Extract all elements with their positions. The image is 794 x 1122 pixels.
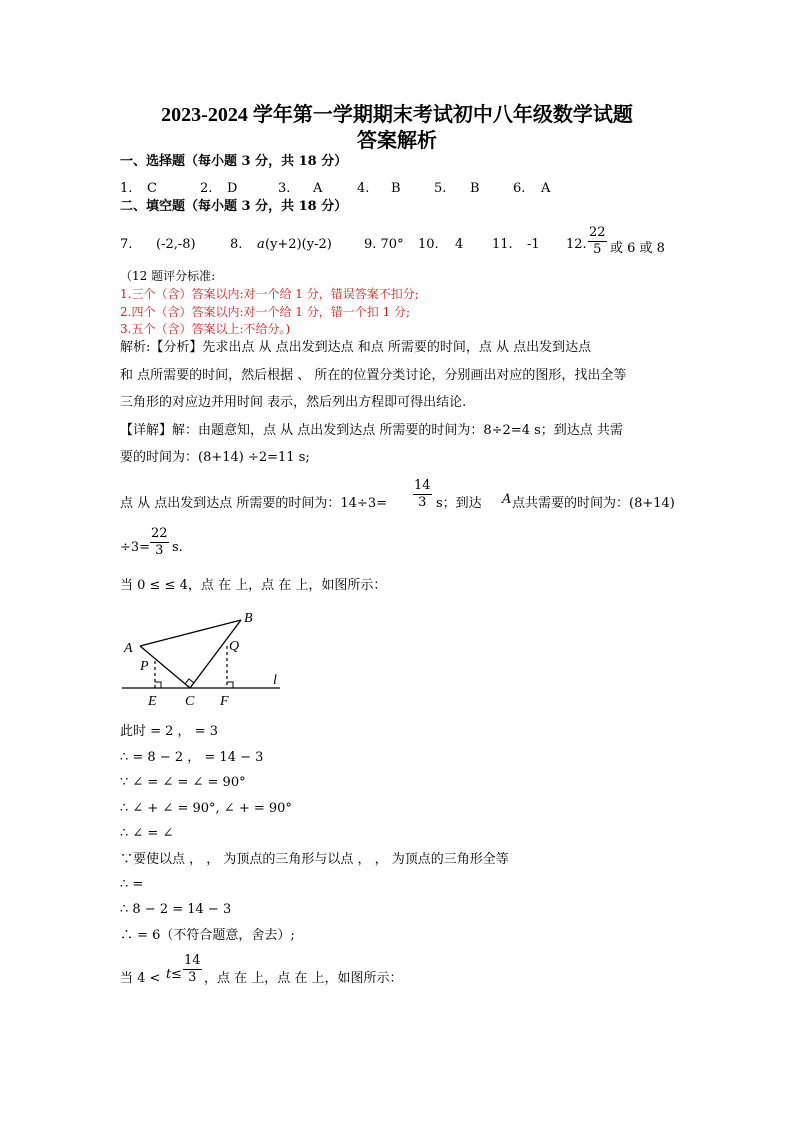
fraction-denominator: 3	[188, 970, 197, 985]
q-time-text: 点 从 点出发到达点 所需要的时间为：14÷3=	[120, 496, 387, 511]
choice-ans-6: A	[541, 181, 551, 196]
right-angle-f	[227, 682, 233, 688]
label-f: F	[220, 694, 229, 706]
solution-line-2: ∴ = 8 − 2 ， = 14 − 3	[120, 750, 264, 765]
right-angle-c	[185, 679, 194, 684]
fill-ans-12-tail: 或 6 或 8	[610, 241, 665, 256]
solution-line-9: ∴ = 6（不符合题意，舍去）;	[120, 928, 295, 943]
page-subtitle: 答案解析	[357, 130, 437, 152]
label-c: C	[185, 694, 195, 706]
choice-ans-4: B	[391, 181, 401, 196]
fraction-denominator: 3	[418, 495, 427, 510]
choice-num-2: 2.	[200, 181, 213, 196]
choice-num-1: 1.	[120, 181, 133, 196]
segment-bc	[190, 620, 241, 688]
section2-heading: 二、填空题（每小题 3 分，共 18 分）	[120, 199, 348, 214]
choice-ans-1: C	[147, 181, 157, 196]
solution-line-1: 此时 = 2 ， = 3	[120, 724, 218, 739]
total-time-text: ÷3=	[120, 540, 151, 555]
solution-line-7: ∴ =	[120, 877, 144, 892]
label-b: B	[244, 611, 253, 626]
q-time-tail-a: s；到达	[436, 496, 482, 511]
grading-rule-1: 1.三个（含）答案以内:对一个给 1 分，错误答案不扣分;	[120, 287, 419, 301]
choice-ans-2: D	[227, 181, 238, 196]
q-time-fraction	[413, 478, 432, 511]
fill-ans-8-a: a	[257, 237, 265, 252]
analysis-line-1: 解析:【分析】先求出点 从 点出发到达点 和点 所需要的时间，点 从 点出发到达点	[120, 340, 592, 355]
q-time-tail-b: A	[502, 492, 512, 507]
fraction-numerator: 14	[184, 953, 201, 968]
fill-num-8: 8.	[230, 237, 243, 252]
label-l: l	[273, 673, 277, 688]
section1-heading: 一、选择题（每小题 3 分，共 18 分）	[120, 154, 348, 169]
label-p: P	[140, 659, 149, 674]
case1-line: 当 0 ≤ ≤ 4，点 在 上，点 在 上，如图所示：	[120, 578, 387, 593]
solution-line-8: ∴ 8 − 2 = 14 − 3	[120, 902, 232, 917]
detail-line-1: 【详解】解：由题意知，点 从 点出发到达点 所需要的时间为：8÷2=4 s；到达点 共需	[120, 423, 623, 438]
label-e: E	[148, 694, 157, 706]
fill-ans-10: 4	[455, 237, 464, 252]
total-time-tail: s.	[172, 540, 183, 555]
fill-ans-7: (-2,-8)	[156, 237, 196, 252]
segment-ab	[140, 620, 241, 646]
case2-pre: 当 4 <	[120, 971, 161, 986]
case2-var: t	[166, 967, 172, 982]
fill-ans-9: 9. 70°	[364, 237, 404, 252]
fill-ans-12-fraction	[588, 225, 607, 258]
triangle-figure	[118, 606, 298, 706]
choice-num-5: 5.	[434, 181, 447, 196]
fill-num-10: 10.	[418, 237, 439, 252]
grading-rule-2: 2.四个（含）答案以内:对一个给 1 分，错一个扣 1 分;	[120, 305, 411, 319]
fill-num-7: 7.	[120, 237, 133, 252]
fill-ans-8-b: (y+2)(y-2)	[265, 237, 332, 252]
choice-ans-3: A	[313, 181, 323, 196]
solution-line-4: ∴ ∠ + ∠ = 90°, ∠ + = 90°	[120, 801, 292, 816]
choice-ans-5: B	[470, 181, 480, 196]
fraction-denominator: 5	[593, 242, 602, 257]
fraction-numerator: 22	[151, 526, 168, 541]
fraction-numerator: 14	[414, 478, 431, 493]
grading-note: （12 题评分标准:	[120, 269, 216, 283]
fill-num-11: 11.	[492, 237, 513, 252]
fill-ans-11: -1	[527, 237, 540, 252]
choice-num-6: 6.	[513, 181, 526, 196]
page-title: 2023-2024 学年第一学期期末考试初中八年级数学试题	[161, 104, 633, 126]
fill-num-12: 12.	[566, 237, 587, 252]
fraction-numerator: 22	[589, 225, 606, 240]
q-time-tail-c: 点共需要的时间为：(8+14)	[512, 496, 675, 511]
case2-leq: ≤	[171, 967, 182, 982]
choice-num-3: 3.	[278, 181, 291, 196]
fraction-denominator: 3	[155, 543, 164, 558]
grading-rule-3: 3.五个（含）答案以上:不给分。)	[120, 322, 291, 336]
analysis-line-2: 和 点所需要的时间，然后根据 、 所在的位置分类讨论，分别画出对应的图形，找出全等	[120, 368, 627, 383]
right-angle-e	[155, 682, 161, 688]
total-time-fraction	[150, 526, 169, 559]
label-q: Q	[229, 639, 240, 654]
case2-post: ，点 在 上，点 在 上，如图所示：	[204, 971, 403, 986]
solution-line-6: ∵要使以点 ， ， 为顶点的三角形与以点 ， ， 为顶点的三角形全等	[120, 852, 509, 867]
label-a: A	[124, 641, 133, 656]
solution-line-5: ∴ ∠ = ∠	[120, 826, 174, 841]
solution-line-3: ∵ ∠ = ∠ = ∠ = 90°	[120, 775, 246, 790]
case2-fraction	[183, 953, 202, 986]
choice-num-4: 4.	[357, 181, 370, 196]
analysis-line-3: 三角形的对应边并用时间 表示，然后列出方程即可得出结论.	[120, 395, 467, 410]
detail-line-2: 要的时间为：(8+14) ÷2=11 s;	[120, 450, 310, 465]
